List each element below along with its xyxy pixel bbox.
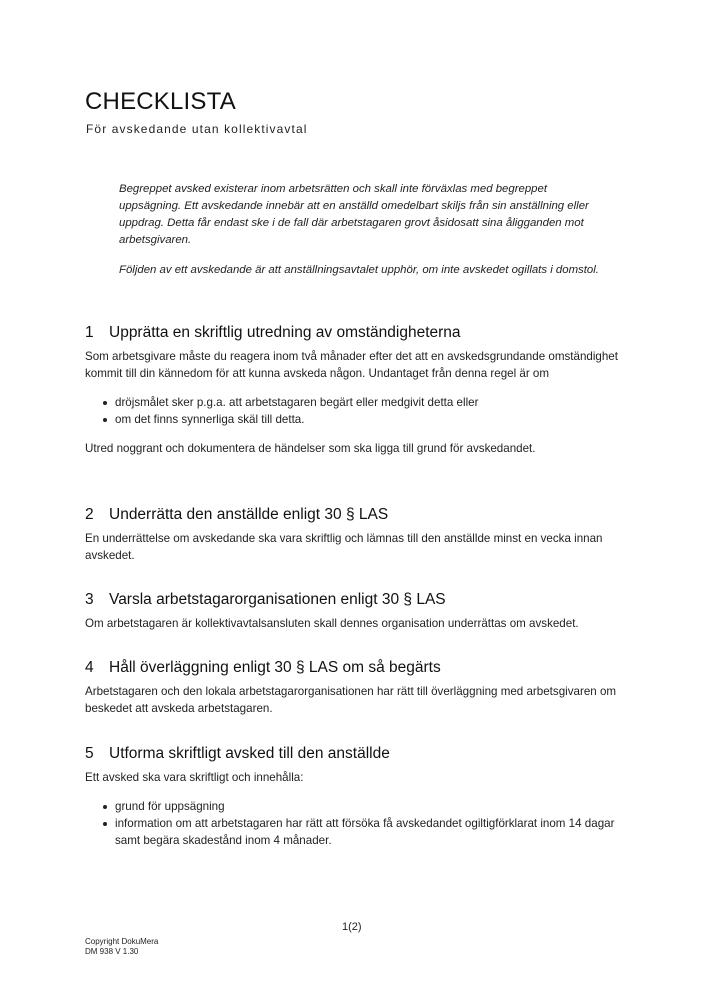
footer-copyright: Copyright DokuMera [85,937,159,946]
section-text: Som arbetsgivare måste du reagera inom två månader efter det att en avskedsgrundande omständighet kommit till din kännedom för att kunna avskeda någon. Undantaget från denna regel är om [85,350,618,380]
section-title: Utforma skriftligt avsked till den anställde [109,745,390,762]
section-title: Underrätta den anställde enligt 30 § LAS [109,506,389,523]
section-text: Ett avsked ska vara skriftligt och innehålla: [85,771,304,784]
section-number: 1 [85,324,94,341]
page-number: 1(2) [342,921,362,933]
section-2 [85,505,625,564]
section-number: 5 [85,745,94,762]
section-text: Utred noggrant och dokumentera de händelser som ska ligga till grund för avskedandet. [85,442,536,455]
list-item: grund för uppsägning [115,798,625,815]
bullet-list [85,394,625,428]
page-title: CHECKLISTA [85,88,236,115]
section-title: Varsla arbetstagarorganisationen enligt 30 § LAS [109,591,446,608]
section-heading [85,323,625,343]
intro-paragraph: Följden av ett avskedande är att anställningsavtalet upphör, om inte avskedet ogillats i domstol. [119,264,599,276]
section-number: 2 [85,506,94,523]
footer-doc-id: DM 938 V 1.30 [85,947,139,956]
section-text: En underrättelse om avskedande ska vara skriftlig och lämnas till den anställde minst en vecka innan avskedet. [85,532,603,562]
intro-paragraph: Begreppet avsked existerar inom arbetsrätten och skall inte förväxlas med begreppet uppsägning. Ett avskedande innebär att en anställd omedelbart skiljs från sin anställning eller uppdrag. Detta får endast ske i de fall där arbetstagaren grovt åsidosatt sina åligganden mot arbetsgivaren. [119,183,589,246]
bullet-list [85,798,625,849]
list-item: om det finns synnerliga skäl till detta. [115,411,625,428]
section-number: 3 [85,591,94,608]
section-5 [85,744,625,861]
list-item: information om att arbetstagaren har rätt att försöka få avskedandet ogiltigförklarat inom 14 dagar samt begära skadestånd inom 4 månader. [115,815,625,849]
section-text: Om arbetstagaren är kollektivavtalsansluten skall dennes organisation underrättas om avskedet. [85,617,579,630]
section-4 [85,658,625,717]
section-heading [85,744,625,764]
section-heading [85,505,625,525]
section-title: Upprätta en skriftlig utredning av omständigheterna [109,324,461,341]
footer [85,937,158,957]
section-title: Håll överläggning enligt 30 § LAS om så begärts [109,659,441,676]
section-text: Arbetstagaren och den lokala arbetstagarorganisationen har rätt till överläggning med arbetsgivaren om beskedet att avskeda arbetstagaren. [85,685,617,715]
section-1 [85,323,625,457]
section-heading [85,590,625,610]
page-subtitle: För avskedande utan kollektivavtal [86,122,308,136]
list-item: dröjsmålet sker p.g.a. att arbetstagaren begärt eller medgivit detta eller [115,394,625,411]
intro-block [119,181,599,292]
section-heading [85,658,625,678]
section-number: 4 [85,659,94,676]
section-3 [85,590,625,632]
